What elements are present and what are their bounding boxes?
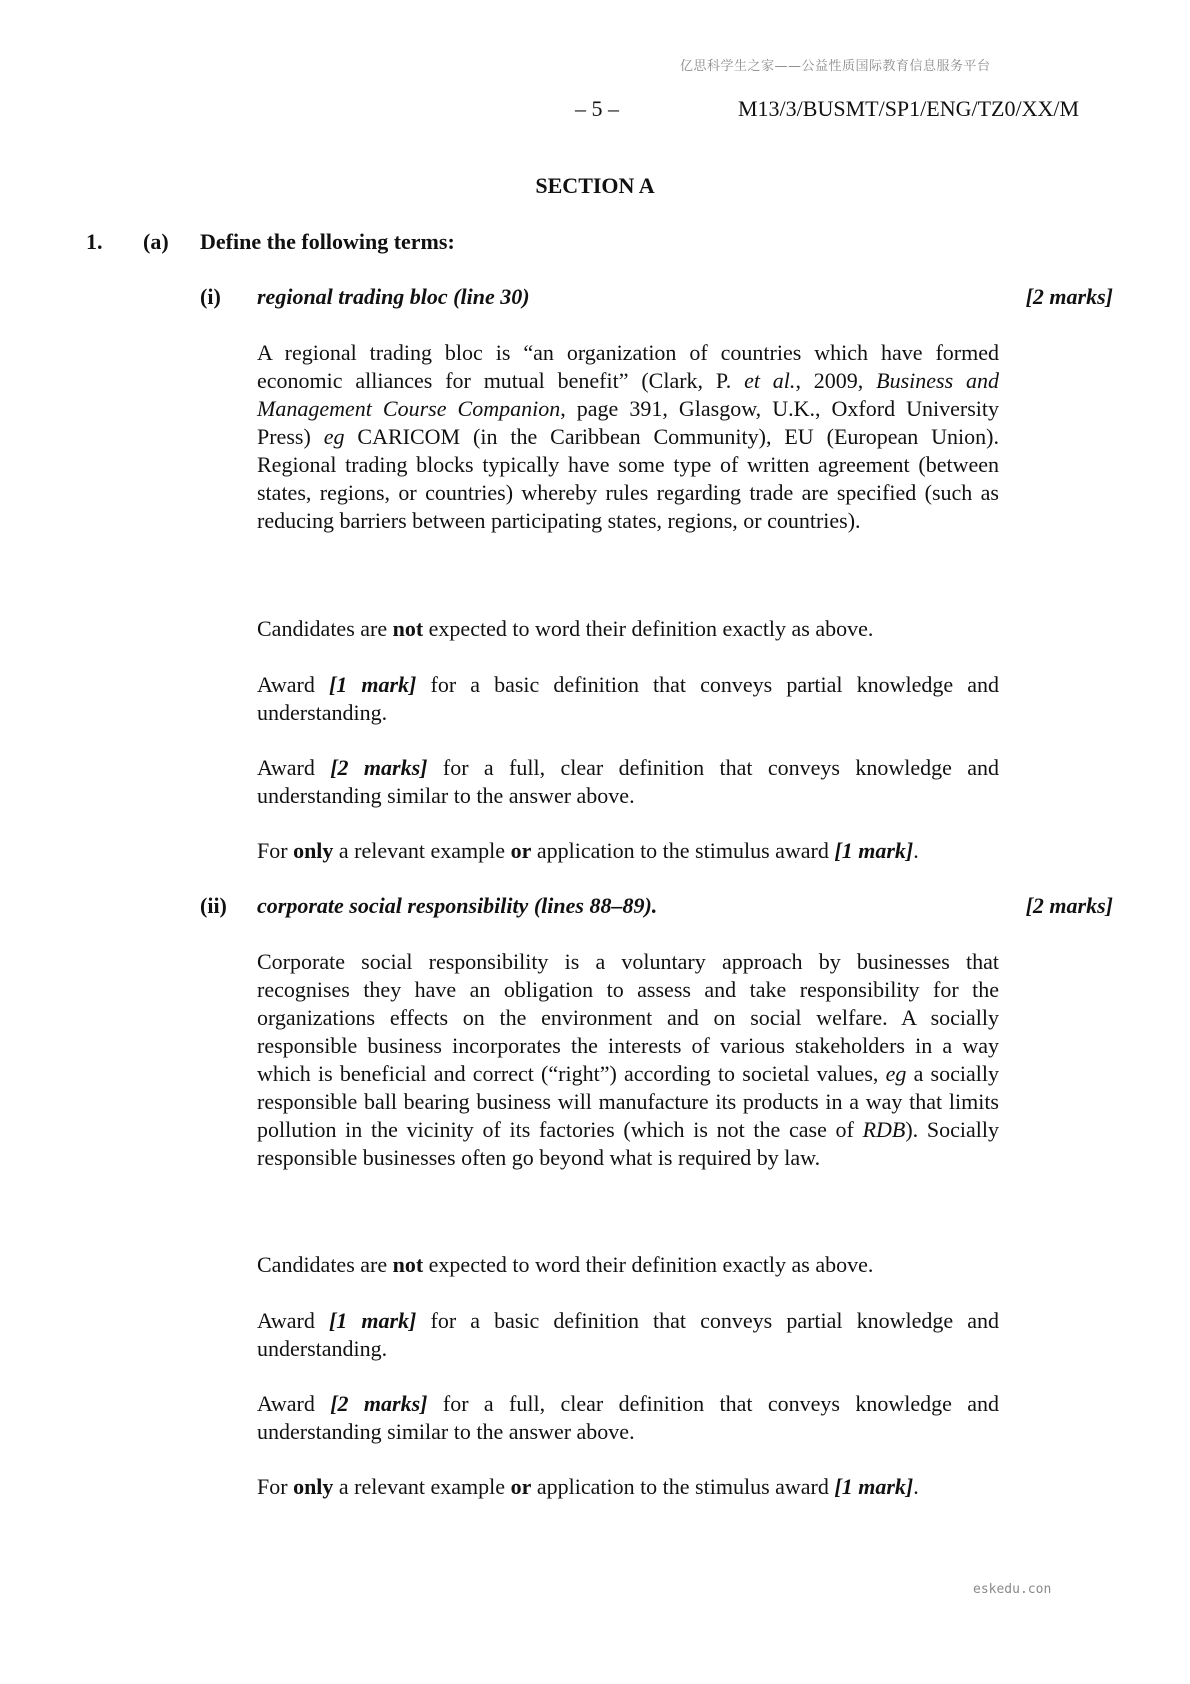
emphasis-text: et al. — [744, 368, 796, 393]
body-text: Corporate social responsibility is a voluntary approach by businesses that recognises they have an obligation to assess and take responsibility for the organizations effects on the environment and on social welfare. A socially responsible business incorporates the interests of various stakeholders in a way which is beneficial and correct (“right”) according to societal values, — [257, 949, 999, 1086]
body-text: ). Socially responsible businesses often go beyond what is required by law. — [257, 1117, 999, 1170]
emphasis-text: [2 marks] — [330, 755, 428, 780]
emphasis-text: eg — [885, 1061, 907, 1086]
guidance-paragraph — [257, 1307, 999, 1363]
body-text: Candidates are — [257, 1252, 393, 1277]
emphasis-text: [2 marks] — [330, 1391, 428, 1416]
body-text: expected to word their definition exactly as above. — [423, 1252, 874, 1277]
body-text: a relevant example — [333, 838, 511, 863]
emphasis-text: [1 mark] — [328, 1308, 417, 1333]
body-text: a socially responsible ball bearing business will manufacture its products in a way that limits pollution in the vicinity of its factories (which is not the case of — [257, 1061, 999, 1142]
guidance-paragraph — [257, 837, 999, 865]
guidance-paragraph — [257, 1473, 999, 1501]
guidance-paragraph — [257, 615, 999, 643]
body-text: for a basic definition that conveys partial knowledge and understanding. — [257, 672, 999, 725]
emphasis-text: only — [293, 838, 334, 863]
body-text: for a basic definition that conveys partial knowledge and understanding. — [257, 1308, 999, 1361]
item-marks: [2 marks] — [1025, 284, 1113, 309]
body-text: for a full, clear definition that conveys knowledge and understanding similar to the answer above. — [257, 755, 999, 808]
section-title: SECTION A — [535, 173, 655, 198]
question-number: 1. — [86, 229, 103, 254]
body-text: . — [913, 838, 919, 863]
item-label: (ii) — [200, 893, 227, 918]
guidance-paragraph — [257, 1390, 999, 1446]
emphasis-text: eg — [323, 424, 345, 449]
body-text: For — [257, 838, 294, 863]
item-term: corporate social responsibility (lines 88–89). — [257, 893, 658, 918]
body-text: expected to word their definition exactly as above. — [423, 616, 874, 641]
document-code: M13/3/BUSMT/SP1/ENG/TZ0/XX/M — [738, 96, 1080, 121]
emphasis-text: not — [392, 1252, 424, 1277]
guidance-paragraph — [257, 671, 999, 727]
emphasis-text: only — [293, 1474, 334, 1499]
question-prompt: Define the following terms: — [200, 229, 455, 254]
emphasis-text: not — [392, 616, 424, 641]
emphasis-text: RDB — [862, 1117, 906, 1142]
body-text: for a full, clear definition that conveys knowledge and understanding similar to the answer above. — [257, 1391, 999, 1444]
body-text: A regional trading bloc is “an organization of countries which have formed economic alliances for mutual benefit” (Clark, P. — [257, 340, 999, 393]
body-text: Candidates are — [257, 616, 393, 641]
body-text: Award — [257, 1308, 329, 1333]
definition-paragraph — [257, 339, 999, 535]
body-text: CARICOM (in the Caribbean Community), EU (European Union). Regional trading blocks typically have some type of written agreement (between states, regions, or countries) whereby rules regarding trade are specified (such as reducing barriers between participating states, regions, or countries). — [257, 424, 999, 533]
emphasis-text: or — [510, 1474, 532, 1499]
item-marks: [2 marks] — [1025, 893, 1113, 918]
question-part: (a) — [143, 229, 169, 254]
body-text: Award — [257, 1391, 331, 1416]
body-text: a relevant example — [333, 1474, 511, 1499]
emphasis-text: [1 mark] — [328, 672, 417, 697]
body-text: application to the stimulus award — [531, 838, 835, 863]
body-text: , page 391, Glasgow, U.K., Oxford University Press) — [257, 396, 1000, 449]
emphasis-text: [1 mark] — [834, 1474, 914, 1499]
emphasis-text: Business and Management Course Companion — [257, 368, 1000, 421]
page-number: – 5 – — [575, 96, 619, 121]
definition-paragraph — [257, 948, 999, 1172]
body-text: application to the stimulus award — [531, 1474, 835, 1499]
guidance-paragraph — [257, 1251, 999, 1279]
watermark-bottom: eskedu.con — [973, 1582, 1052, 1597]
body-text: For — [257, 1474, 294, 1499]
emphasis-text: or — [510, 838, 532, 863]
item-term: regional trading bloc (line 30) — [257, 284, 530, 309]
guidance-paragraph — [257, 754, 999, 810]
item-label: (i) — [200, 284, 221, 309]
body-text: Award — [257, 672, 329, 697]
body-text: . — [913, 1474, 919, 1499]
emphasis-text: [1 mark] — [834, 838, 914, 863]
watermark-top: 亿思科学生之家——公益性质国际教育信息服务平台 — [680, 59, 991, 74]
body-text: Award — [257, 755, 331, 780]
body-text: , 2009, — [795, 368, 877, 393]
